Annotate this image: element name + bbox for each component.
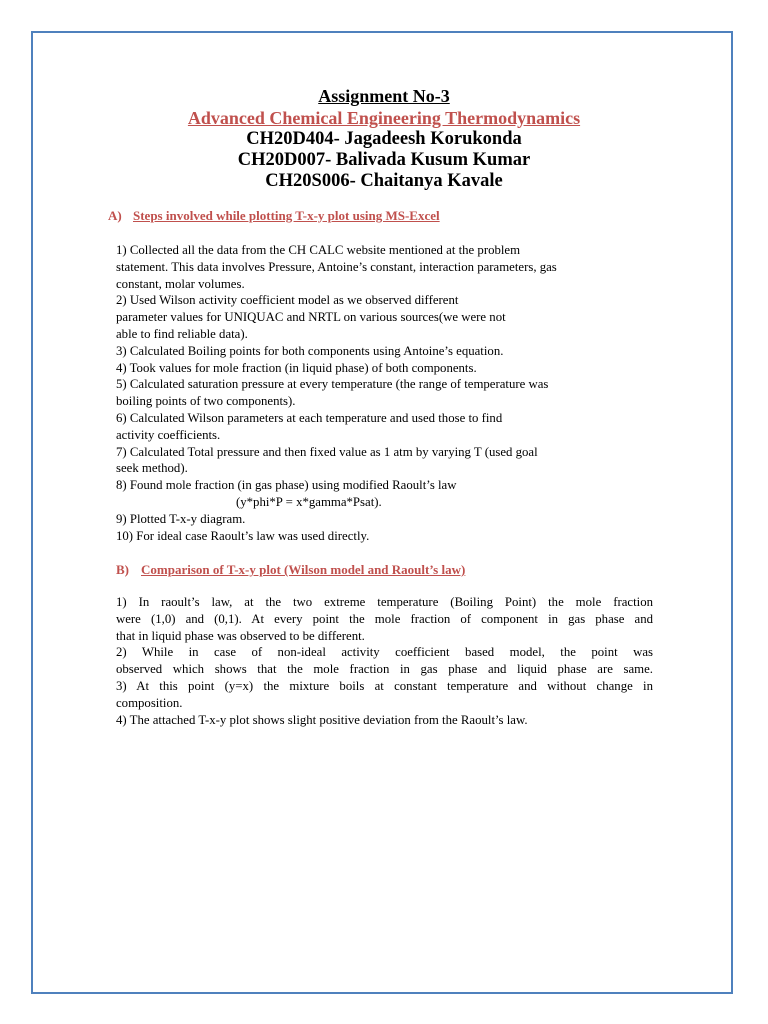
text-line: 4) The attached T-x-y plot shows slight positive deviation from the Raoult’s law. <box>116 712 528 727</box>
author-line: CH20S006- Chaitanya Kavale <box>265 171 503 191</box>
section-a-title: Steps involved while plotting T-x-y plot using MS-Excel <box>133 208 440 223</box>
text-line: 2) While in case of non-ideal activity coefficient based model, the point was <box>116 645 653 660</box>
text-line: 6) Calculated Wilson parameters at each temperature and used those to find <box>116 410 503 425</box>
text-line: constant, molar volumes. <box>116 276 245 291</box>
assignment-title: Assignment No-3 <box>318 86 450 106</box>
author-line: CH20D404- Jagadeesh Korukonda <box>246 129 522 149</box>
section-b-title: Comparison of T-x-y plot (Wilson model and Raoult’s law) <box>141 562 466 577</box>
text-line: boiling points of two components). <box>116 394 296 409</box>
text-line: 4) Took values for mole fraction (in liquid phase) of both components. <box>116 360 477 375</box>
course-title: Advanced Chemical Engineering Thermodynamics <box>187 108 581 128</box>
text-line: composition. <box>116 695 183 710</box>
section-a-label: A) <box>108 208 122 223</box>
text-line: 3) At this point (y=x) the mixture boils at constant temperature and without change in <box>116 678 653 693</box>
text-line: observed which shows that the mole fraction in gas phase and liquid phase are same. <box>116 662 653 677</box>
text-line: 10) For ideal case Raoult’s law was used directly. <box>116 528 370 543</box>
text-line: 2) Used Wilson activity coefficient model as we observed different <box>116 293 459 308</box>
text-line: 9) Plotted T-x-y diagram. <box>116 511 246 526</box>
text-line: 5) Calculated saturation pressure at every temperature (the range of temperature was <box>116 377 549 392</box>
equation-line: (y*phi*P = x*gamma*Psat). <box>236 494 382 509</box>
text-line: 7) Calculated Total pressure and then fixed value as 1 atm by varying T (used goal <box>116 444 538 459</box>
text-line: 1) Collected all the data from the CH CALC website mentioned at the problem <box>116 243 521 257</box>
text-line: activity coefficients. <box>116 427 221 442</box>
section-b-label: B) <box>116 562 129 577</box>
text-line: able to find reliable data). <box>116 326 248 341</box>
author-line: CH20D007- Balivada Kusum Kumar <box>237 150 531 170</box>
section-a-heading <box>108 208 440 224</box>
text-line: that in liquid phase was observed to be different. <box>116 628 365 643</box>
text-line: were (1,0) and (0,1). At every point the mole fraction of component in gas phase and <box>116 611 653 626</box>
text-line: statement. This data involves Pressure, Antoine’s constant, interaction parameters, gas <box>116 259 557 274</box>
section-a-body <box>116 242 656 544</box>
text-line: 3) Calculated Boiling points for both components using Antoine’s equation. <box>116 343 504 358</box>
text-line: parameter values for UNIQUAC and NRTL on various sources(we were not <box>116 310 506 325</box>
section-b-body <box>116 594 653 728</box>
text-line: seek method). <box>116 461 188 476</box>
section-b-heading <box>116 562 465 578</box>
text-line: 8) Found mole fraction (in gas phase) using modified Raoult’s law <box>116 478 457 493</box>
text-line: 1) In raoult’s law, at the two extreme temperature (Boiling Point) the mole fraction <box>116 595 653 609</box>
